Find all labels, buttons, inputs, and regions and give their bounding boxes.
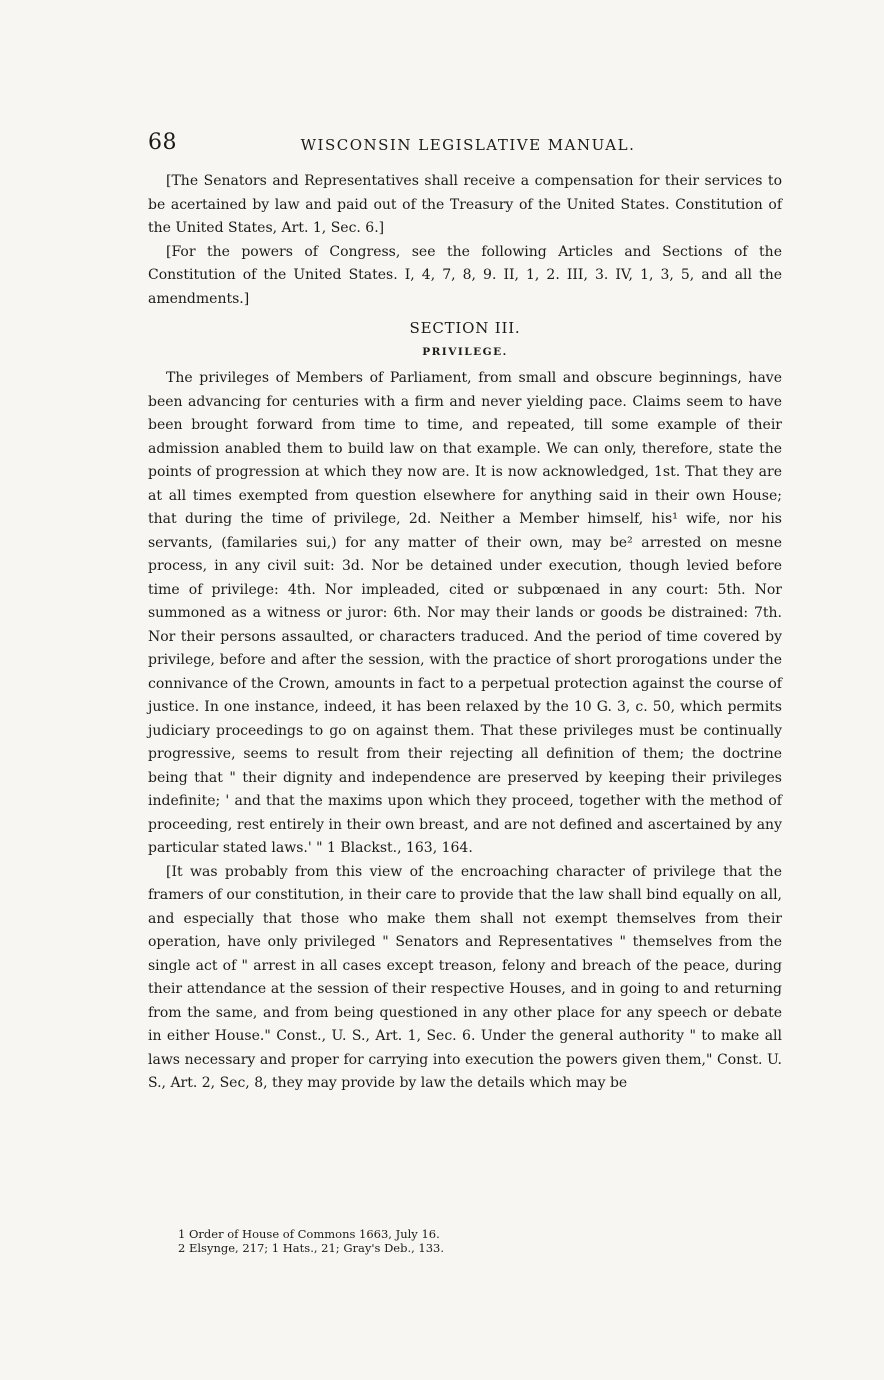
footnote-2: 2 Elsynge, 217; 1 Hats., 21; Gray's Deb., 133. [178,1241,445,1255]
paragraph-compensation: [The Senators and Representatives shall receive a compensation for their services to be acertained by law and paid out of the Treasury of the United States. Constitution of the United States, Art. 1, Sec. 6.] [148,173,782,236]
footnote-1: 1 Order of House of Commons 1663, July 16. [178,1227,440,1241]
paragraph-constitution-privilege: [It was probably from this view of the encroaching character of privilege that the framers of our constitution, in their care to provide that the law shall bind equally on all, and especially that those who make them shall not exempt themselves from their operation, have only privileged " Senators and Representatives " themselves from the single act of " arrest in all cases except treason, felony and breach of the peace, during their attendance at the session of their respective Houses, and in going to and returning from the same, and from being questioned in any other place for any speech or debate in either House." Const., U. S., Art. 1, Sec. 6. Under the general authority " to make all laws necessary and proper for carrying into execution the powers given them," Const. U. S., Art. 2, Sec, 8, they may provide by law the details which may be [148,863,782,1091]
paragraph-powers-of-congress: [For the powers of Congress, see the following Articles and Sections of the Constitution of the United States. I, 4, 7, 8, 9. II, 1, 2. III, 3. IV, 1, 3, 5, and all the amendments.] [148,243,782,307]
paragraph-privileges: The privileges of Members of Parliament, from small and obscure beginnings, have been advancing for centuries with a firm and never yielding pace. Claims seem to have been brought forward from time to time, and repeated, till some example of their admission anabled them to build law on that example. We can only, therefore, state the points of progression at which they now are. It is now acknowledged, 1st. That they are at all times exempted from question elsewhere for anything said in their own House; that during the time of privilege, 2d. Neither a Member himself, his¹ wife, nor his servants, (familaries sui,) for any matter of their own, may be² arrested on mesne process, in any civil suit: 3d. Nor be detained under execution, though levied before time of privilege: 4th. Nor impleaded, cited or subpœnaed in any court: 5th. Nor summoned as a witness or juror: 6th. Nor may their lands or goods be distrained: 7th. Nor their persons assaulted, or characters traduced. And the period of time covered by privilege, before and after the session, with the practice of short prorogations under the connivance of the Crown, amounts in fact to a perpetual protection against the course of justice. In one instance, indeed, it has been relaxed by the 10 G. 3, c. 50, which permits judiciary proceedings to go on against them. That these privileges must be continually progressive, seems to result from their rejecting all definition of them; the doctrine being that " their dignity and independence are preserved by keeping their privileges indefinite; ' and that the maxims upon which they proceed, together with the method of proceeding, rest entirely in their own breast, and are not defined and ascertained by any particular stated laws.' " 1 Blackst., 163, 164. [148,370,782,856]
section-subheading: PRIVILEGE. [422,346,508,358]
page-number: 68 [148,130,177,155]
footnotes [178,1227,738,1255]
section-heading: SECTION III. [409,319,521,337]
page-header [148,130,788,160]
running-title: WISCONSIN LEGISLATIVE MANUAL. [300,136,636,154]
page-body [148,170,782,1096]
